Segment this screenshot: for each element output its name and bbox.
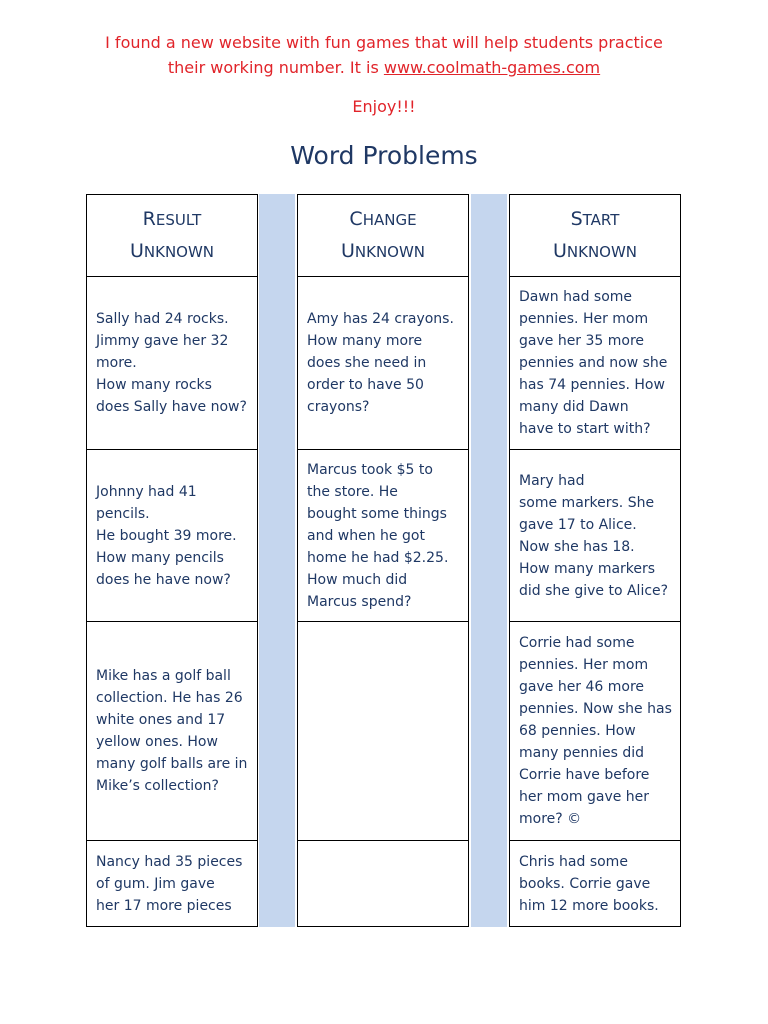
header-text xyxy=(341,204,425,268)
column-separator-band-2 xyxy=(471,194,507,927)
problem-text: Dawn had some pennies. Her mom gave her 35 more pennies and now she has 74 pennies. How many did Dawn have to start with? xyxy=(519,289,668,437)
problem-text: Nancy had 35 pieces of gum. Jim gave her 17 more pieces xyxy=(96,853,243,914)
intro-note xyxy=(0,30,768,80)
problem-text: Amy has 24 crayons. How many more does she need in order to have 50 crayons? xyxy=(307,311,454,415)
problem-text: Corrie had some pennies. Her mom gave her 46 more pennies. Now she has 68 pennies. How many pennies did Corrie have before her mom gave her more? © xyxy=(519,635,672,827)
intro-line-1: I found a new website with fun games that will help students practice xyxy=(105,33,663,52)
header-text xyxy=(130,204,214,268)
problem-cell xyxy=(86,621,258,841)
header-word-2: UNKNOWN xyxy=(340,239,426,262)
header-start-unknown xyxy=(509,194,681,277)
problem-cell xyxy=(509,621,681,841)
enjoy-text: Enjoy!!! xyxy=(352,97,416,116)
header-result-unknown xyxy=(86,194,258,277)
problem-cell xyxy=(509,276,681,450)
problem-text: Marcus took $5 to the store. He bought some things and when he got home he had $2.25. How much did Marcus spend? xyxy=(307,461,449,610)
header-change-unknown xyxy=(297,194,469,277)
problem-cell xyxy=(297,276,469,450)
problem-cell xyxy=(86,449,258,622)
problem-cell xyxy=(86,276,258,450)
header-word-1: START xyxy=(570,207,620,230)
website-link[interactable]: www.coolmath-games.com xyxy=(383,58,601,77)
problem-cell xyxy=(509,840,681,927)
problem-cell xyxy=(297,449,469,622)
page-title: Word Problems xyxy=(290,141,478,170)
problem-cell xyxy=(509,449,681,622)
problem-text: Johnny had 41 pencils. He bought 39 more. How many pencils does he have now? xyxy=(96,483,237,588)
problem-text: Chris had some books. Corrie gave him 12 more books. xyxy=(519,853,659,914)
header-word-1: CHANGE xyxy=(349,207,417,230)
header-text xyxy=(553,204,637,268)
problem-text: Mary had some markers. She gave 17 to Alice. Now she has 18. How many markers did she give to Alice? xyxy=(519,472,669,599)
problem-text: Mike has a golf ball collection. He has 26 white ones and 17 yellow ones. How many golf balls are in Mike’s collection? xyxy=(96,668,248,794)
intro-line-2 xyxy=(0,55,768,80)
problem-cell xyxy=(86,840,258,927)
intro-line-2-text: their working number. It is xyxy=(167,58,384,77)
column-separator-band-1 xyxy=(259,194,295,927)
header-word-2: UNKNOWN xyxy=(552,239,638,262)
problem-text: Sally had 24 rocks. Jimmy gave her 32 more. How many rocks does Sally have now? xyxy=(96,311,247,415)
problem-cell-empty xyxy=(297,621,469,841)
header-word-2: UNKNOWN xyxy=(129,239,215,262)
problem-cell-empty xyxy=(297,840,469,927)
header-word-1: RESULT xyxy=(142,207,202,230)
